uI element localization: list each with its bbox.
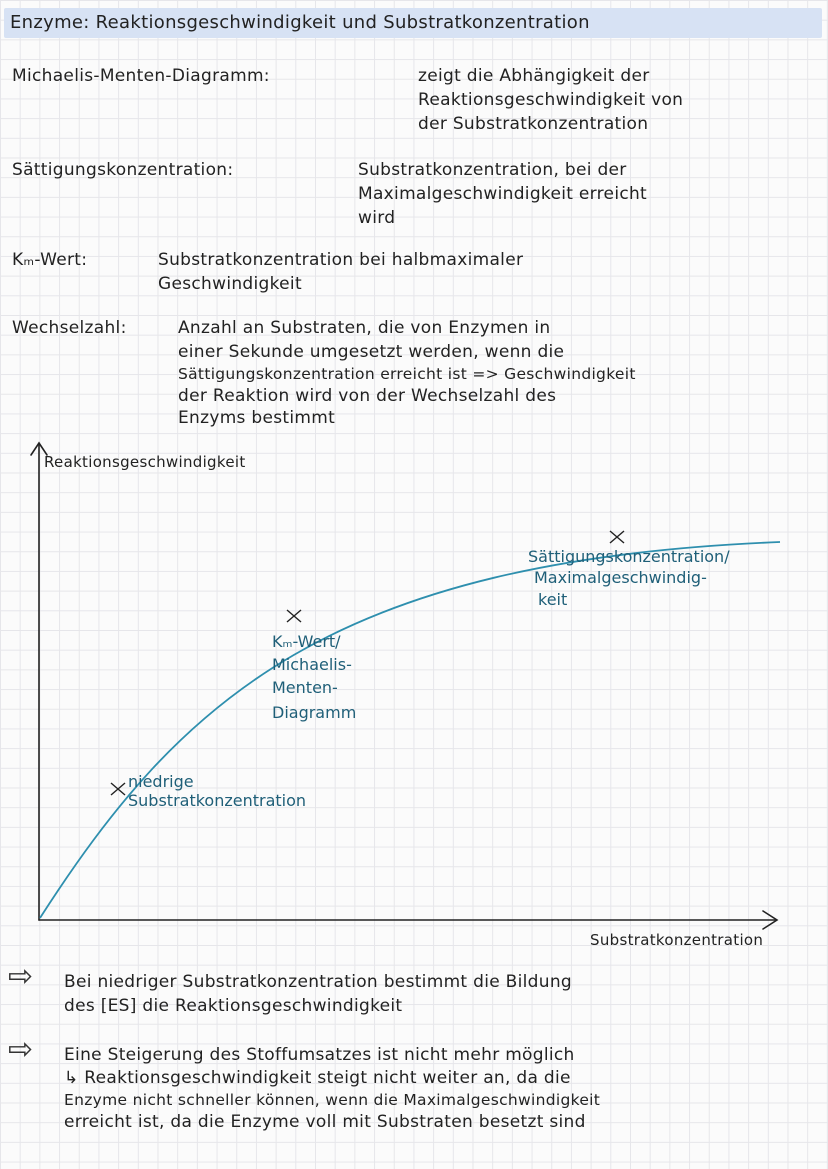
annotation-km-line-1: Kₘ-Wert/ <box>272 632 341 651</box>
x-axis-label: Substratkonzentration <box>590 931 764 949</box>
def-km-line-2: Geschwindigkeit <box>158 274 302 294</box>
marker-saturation <box>610 531 624 543</box>
term-wechselzahl: Wechselzahl: <box>12 318 127 338</box>
annotation-saturation-line-3: keit <box>538 590 568 609</box>
annotation-km-line-3: Menten- <box>272 678 338 697</box>
conclusion-2-line-3: Enzyme nicht schneller können, wenn die Maximalgeschwindigkeit <box>64 1091 601 1109</box>
def-saettigung-line-3: wird <box>358 208 396 228</box>
def-wechselzahl-line-3: Sättigungskonzentration erreicht ist => Geschwindigkeit <box>178 365 636 383</box>
y-axis-label: Reaktionsgeschwindigkeit <box>44 453 246 471</box>
def-wechselzahl-line-5: Enzyms bestimmt <box>178 408 336 428</box>
def-wechselzahl-line-1: Anzahl an Substraten, die von Enzymen in <box>178 318 551 338</box>
conclusion-2-line-1: Eine Steigerung des Stoffumsatzes ist nicht mehr möglich <box>64 1045 575 1065</box>
def-km-line-1: Substratkonzentration bei halbmaximaler <box>158 250 524 270</box>
marker-low-concentration <box>111 783 125 795</box>
annotation-low-line-1: niedrige <box>128 772 194 791</box>
def-michaelis-line-3: der Substratkonzentration <box>418 114 649 134</box>
def-wechselzahl-line-2: einer Sekunde umgesetzt werden, wenn die <box>178 342 565 362</box>
annotation-saturation-line-1: Sättigungskonzentration/ <box>528 547 730 566</box>
conclusion-2-line-4: erreicht ist, da die Enzyme voll mit Substraten besetzt sind <box>64 1112 586 1132</box>
conclusion-1-line-2: des [ES] die Reaktionsgeschwindigkeit <box>64 996 403 1016</box>
saturation-curve <box>40 542 780 918</box>
term-saettigung: Sättigungskonzentration: <box>12 160 234 180</box>
def-saettigung-line-2: Maximalgeschwindigkeit erreicht <box>358 184 648 204</box>
annotation-km-line-2: Michaelis- <box>272 655 352 674</box>
def-michaelis-line-2: Reaktionsgeschwindigkeit von <box>418 90 684 110</box>
def-michaelis-line-1: zeigt die Abhängigkeit der <box>418 66 650 86</box>
def-saettigung-line-1: Substratkonzentration, bei der <box>358 160 627 180</box>
marker-km-value <box>287 610 301 622</box>
conclusion-2-line-2: ↳ Reaktionsgeschwindigkeit steigt nicht weiter an, da die <box>64 1068 571 1088</box>
conclusion-1-line-1: Bei niedriger Substratkonzentration bestimmt die Bildung <box>64 972 573 992</box>
arrow-icon: ⇨ <box>8 1032 34 1067</box>
page-title: Enzyme: Reaktionsgeschwindigkeit und Substratkonzentration <box>10 12 590 33</box>
arrow-icon: ⇨ <box>8 959 34 994</box>
term-michaelis-menten: Michaelis-Menten-Diagramm: <box>12 66 270 86</box>
term-km-wert: Kₘ-Wert: <box>12 250 88 270</box>
annotation-saturation-line-2: Maximalgeschwindig- <box>534 568 707 587</box>
annotation-km-line-4: Diagramm <box>272 703 357 722</box>
def-wechselzahl-line-4: der Reaktion wird von der Wechselzahl des <box>178 386 557 406</box>
annotation-low-line-2: Substratkonzentration <box>128 791 307 810</box>
